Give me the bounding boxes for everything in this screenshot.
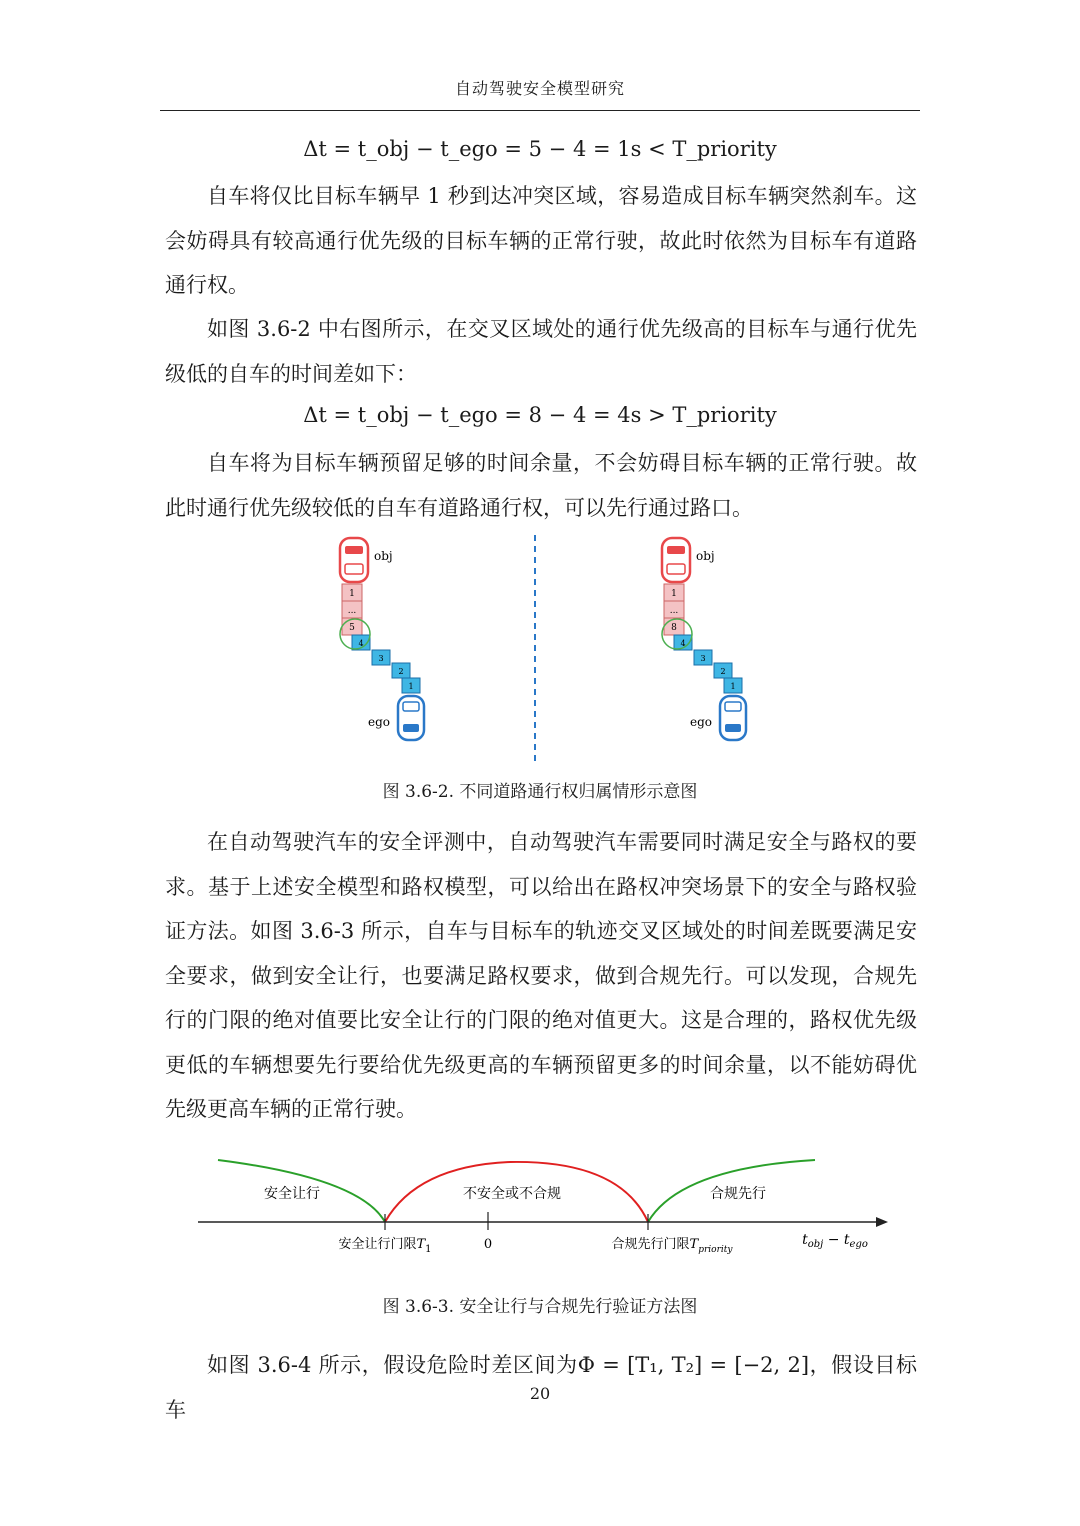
figure-verification-method [190, 1148, 900, 1258]
header-rule [160, 110, 920, 111]
axis-label: $t_{obj} - t_{ego}$ [802, 1232, 868, 1250]
obj-cell-label: 1 [349, 589, 355, 599]
ego-car-icon [720, 696, 746, 740]
tick-compliant-threshold: 合规先行门限$T_{priority}$ [611, 1237, 733, 1255]
obj-car-icon [662, 538, 690, 582]
obj-cell-label: 1 [671, 589, 677, 599]
ego-cell-label: 2 [398, 667, 404, 676]
ego-car-icon [398, 696, 424, 740]
equation-2-text: Δt = t_obj − t_ego = 8 − 4 = 4s > T_priority [303, 403, 777, 427]
ego-cell-label: 4 [680, 639, 686, 648]
obj-label: obj [374, 549, 393, 563]
obj-label: obj [696, 549, 715, 563]
paragraph-5: 如图 3.6-4 所示，假设危险时差区间为Φ = [T₁, T₂] = [−2, 2]，假设目标车 [165, 1353, 917, 1422]
ego-cell-label: 2 [720, 667, 726, 676]
paragraph-4: 在自动驾驶汽车的安全评测中，自动驾驶汽车需要同时满足安全与路权的要求。基于上述安全模型和路权模型，可以给出在路权冲突场景下的安全与路权验证方法。如图 3.6-3 所示，自车与目标车的轨迹交叉区域处的时间差既要满足安全要求，做到安全让行，也要满足路权要求，做到合规先行。可以发现，合规先行的门限的绝对值要比安全让行的门限的绝对值更大。这是合理的，路权优先级更低的车辆想要先行要给优先级更高的车辆预留更多的时间余量，以不能妨碍优先级更高车辆的正常行驶。 [165, 830, 917, 1121]
ego-cell-label: 3 [378, 654, 384, 663]
figure-3-6-3-caption: 图 3.6-3. 安全让行与合规先行验证方法图 [382, 1297, 698, 1317]
paragraph-3: 自车将为目标车辆预留足够的时间余量，不会妨碍目标车辆的正常行驶。故此时通行优先级较低的自车有道路通行权，可以先行通过路口。 [165, 451, 917, 520]
axis-arrow-icon [876, 1217, 888, 1227]
tick-safe-threshold: 安全让行门限$T_1$ [338, 1237, 432, 1255]
page-number: 20 [529, 1384, 551, 1403]
equation-1-text: Δt = t_obj − t_ego = 5 − 4 = 1s < T_priority [303, 137, 777, 161]
ego-cell-label: 1 [408, 682, 414, 691]
scenario-right [662, 538, 746, 740]
ego-label: ego [368, 715, 391, 729]
region-unsafe: 不安全或不合规 [463, 1186, 561, 1202]
ego-cell-label: 4 [358, 639, 364, 648]
obj-cell-label: ... [669, 606, 679, 616]
figure-right-of-way [320, 530, 760, 770]
obj-cell-label: ... [347, 606, 357, 616]
region-safe-yield: 安全让行 [264, 1186, 320, 1202]
paragraph-2: 如图 3.6-2 中右图所示，在交叉区域处的通行优先级高的目标车与通行优先级低的自车的时间差如下： [165, 317, 917, 386]
ego-cell-label: 3 [700, 654, 706, 663]
obj-cell-label: 5 [349, 623, 355, 633]
ego-label: ego [690, 715, 713, 729]
tick-zero: 0 [483, 1237, 493, 1252]
obj-car-icon [340, 538, 368, 582]
equation-1 [0, 137, 1080, 161]
ego-cell-label: 1 [730, 682, 736, 691]
scenario-left [340, 538, 424, 740]
equation-2 [0, 403, 1080, 427]
obj-cell-label: 8 [671, 623, 677, 633]
paragraph-1: 自车将仅比目标车辆早 1 秒到达冲突区域，容易造成目标车辆突然刹车。这会妨碍具有较高通行优先级的目标车辆的正常行驶，故此时依然为目标车有道路通行权。 [165, 184, 917, 297]
region-compliant-first: 合规先行 [710, 1186, 766, 1202]
figure-3-6-2-caption: 图 3.6-2. 不同道路通行权归属情形示意图 [382, 782, 698, 802]
running-header: 自动驾驶安全模型研究 [454, 79, 625, 98]
